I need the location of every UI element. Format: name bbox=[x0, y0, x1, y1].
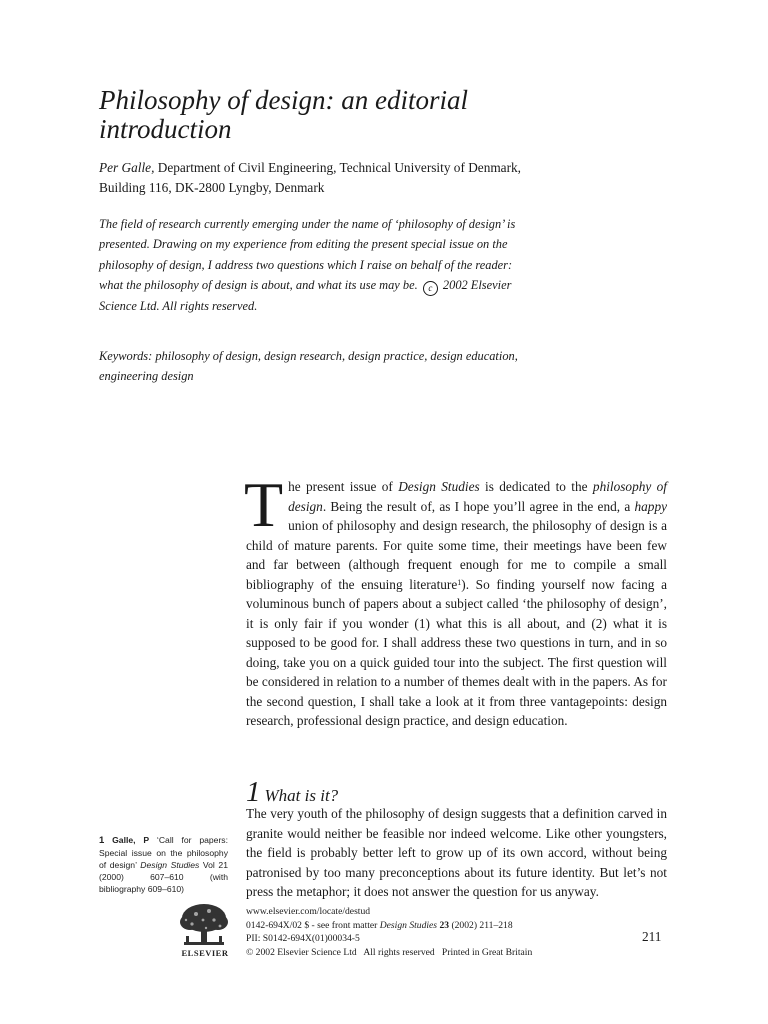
footnote-journal: Design Studies bbox=[140, 860, 200, 870]
issn-line bbox=[246, 919, 606, 933]
issn-volume: 23 bbox=[437, 919, 450, 931]
abstract bbox=[99, 214, 529, 316]
footnote-text-1: ‘Call for papers: Special issue on the philosophy of design’ bbox=[99, 835, 228, 870]
section-body: The very youth of the philosophy of design suggests that a definition carved in granite would neither be feasible nor indeed welcome. Like other youngsters, the field is probably better left to grow up of its own accord, without being patronised by too many preconceptions about its future identity. But let’s not press the metaphor; it does not answer the question for us anyway. bbox=[246, 806, 667, 899]
journal-url[interactable]: www.elsevier.com/locate/destud bbox=[246, 906, 371, 917]
issn-journal: Design Studies bbox=[379, 919, 438, 931]
article-title: Philosophy of design: an editorial introduction bbox=[99, 85, 468, 144]
intro-text-1: he present issue of bbox=[288, 479, 399, 494]
drop-cap: T bbox=[244, 469, 284, 540]
pii-line: PII: S0142-694X(01)00034-5 bbox=[246, 933, 360, 945]
footnote-number: 1 bbox=[99, 835, 105, 846]
author-block bbox=[99, 158, 529, 198]
intro-philosophy-term: philosophy of design bbox=[288, 479, 667, 514]
elsevier-wordmark: ELSEVIER bbox=[181, 948, 229, 958]
author-affiliation: Department of Civil Engineering, Technical University of Denmark, Building 116, DK-2800 Lyngby, Denmark bbox=[99, 160, 521, 195]
intro-happy: happy bbox=[634, 498, 667, 514]
keywords: Keywords: philosophy of design, design research, design practice, design education, engineering design bbox=[99, 349, 518, 384]
intro-text-3: . Being the result of, as I hope you’ll agree in the end, a bbox=[322, 498, 635, 514]
footnote-text-2: Vol 21 (2000) 607–610 (with bibliography 609–610) bbox=[99, 860, 228, 894]
page-number: 211 bbox=[642, 929, 662, 944]
abstract-text: The field of research currently emerging under the name of ‘philosophy of design’ is presented. Drawing on my experience from editing the present special issue on the philosophy of design, I address two questions which I raise on behalf of the reader: what the philosophy of design is about, and what its use may be. bbox=[99, 217, 516, 292]
section-heading bbox=[246, 777, 667, 807]
copyright-icon: c bbox=[423, 281, 438, 296]
section-title: What is it? bbox=[264, 786, 339, 805]
intro-journal-name: Design Studies bbox=[398, 479, 480, 494]
author-name: Per Galle, bbox=[99, 160, 155, 175]
publication-info bbox=[246, 905, 606, 959]
issn-pages: (2002) 211–218 bbox=[449, 919, 513, 931]
footnote-author: Galle, P bbox=[104, 835, 150, 845]
issn-text: 0142-694X/02 $ - see front matter bbox=[246, 919, 380, 931]
section-number: 1 bbox=[246, 776, 261, 808]
intro-paragraph bbox=[244, 469, 668, 731]
intro-text-5: ). So finding yourself now facing a voluminous bunch of papers about a subject called ‘the philosophy of design’, it is only fair if you wonder (1) what this is all about, and (2) what it is supposed to be good for. I shall address these two questions in turn, and in so doing, take you on a quick guided tour into the subject. The first question will be considered in relation to a number of themes dealt with in the papers. As for the second question, I shall take a look at it from three vantagepoints: design research, professional design practice, and design education. bbox=[246, 576, 668, 728]
intro-text-2: is dedicated to the bbox=[479, 479, 593, 494]
intro-text-4: union of philosophy and design research, the philosophy of design is a child of mature parents. For quite some time, their meetings have been few and far between (although frequent enough for me to compile a small bibliography of the ensuing literature bbox=[246, 518, 667, 592]
footnote bbox=[99, 834, 228, 895]
abstract-copyright: 2002 Elsevier Science Ltd. All rights reserved. bbox=[99, 277, 512, 313]
footnote-ref[interactable]: 1 bbox=[457, 577, 462, 587]
copyright-line: © 2002 Elsevier Science Ltd All rights reserved Printed in Great Britain bbox=[246, 946, 533, 958]
